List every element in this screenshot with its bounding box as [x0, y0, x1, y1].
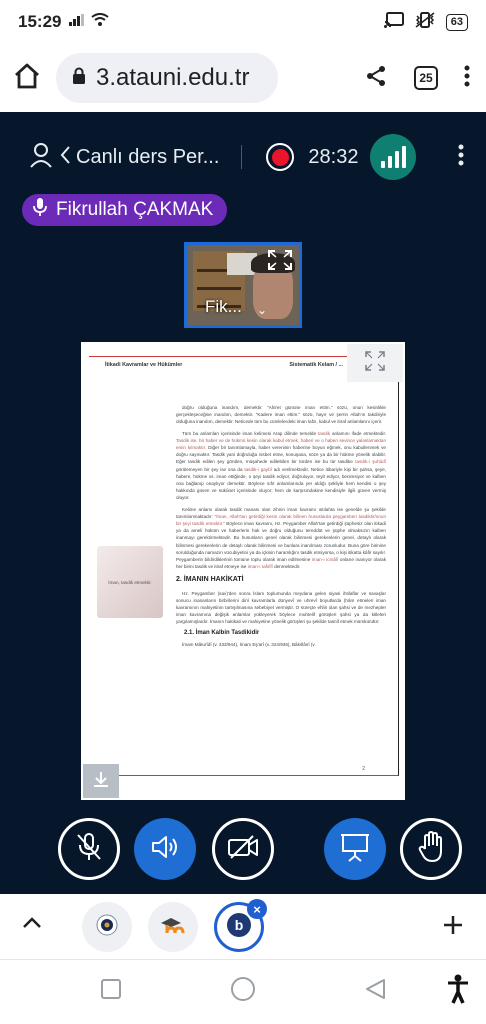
webcam-user-label: Fik... — [205, 297, 242, 316]
accessibility-icon[interactable] — [446, 974, 470, 1009]
audio-button[interactable] — [134, 818, 196, 880]
meeting-controls — [0, 812, 486, 886]
status-bar — [0, 0, 486, 44]
document-body — [176, 404, 386, 652]
chevron-left-icon[interactable] — [60, 146, 70, 169]
camera-button[interactable] — [212, 818, 274, 880]
active-tab-favicon[interactable] — [214, 902, 264, 952]
mute-button[interactable] — [58, 818, 120, 880]
address-bar[interactable] — [56, 53, 278, 103]
close-tab-icon[interactable]: × — [247, 899, 267, 919]
side-note-box: İman, tasdik etmektir. — [97, 546, 163, 618]
talking-indicator[interactable] — [22, 194, 227, 226]
tab-switcher-button[interactable]: 25 — [414, 66, 438, 90]
tab-favicon[interactable] — [148, 902, 198, 952]
presentation-button[interactable] — [324, 818, 386, 880]
meeting-area — [0, 112, 486, 894]
raise-hand-button[interactable] — [400, 818, 462, 880]
home-nav-icon[interactable] — [230, 976, 256, 1007]
moodle-icon — [159, 914, 187, 941]
meeting-header — [0, 132, 486, 182]
doc-paragraph: Tüm bu anlamları içerisinde iman kelimesi Arap dilinde temelde tasdik anlamını ifade etmektedir. Tasdik ise, bir haber ve de hükmü kesin olarak kabul etmek, haberi ve o haberi sevince yalanlamaktan emin kılmaktır. Diğer bir tanımlamayla, haber vereninin haberine boyun eğmek, onu kabullenmek ve doğru saymaktır. Tasdik yani doğruluğa nisbet etme, konuşana, söze ya da bir hükme yönelik olabilir. Eğer tasdik edilen şey görülen, müşahede edilebilen bir türden ise bu tür tasdike tasdik-i şuhûdî görülemeyen bir şey ise ona da tasdik-i gaybî adı verilmektedir. Netice itibariyle kişi bir şahsa, şeye, habere, hükme vs. iman ettiğinde, o şeyi tasdik ediyor, doğruluyor, teyit ediyor, benimsiyor ve kalben ona bağlanıp onaylıyor demektir. Böylece sıfıt anlamlarında yer aldığı şekliyle hem kendisi o şey hakkında güven ve sükûnet içerisinde oluyor; hem de karşısındakine kendisiyle ilgili güven vermiş oluyor. — [176, 430, 387, 501]
signal-bar-icon — [402, 146, 406, 168]
meeting-timer: 28:32 — [308, 145, 359, 168]
presentation-icon — [340, 832, 370, 867]
fullscreen-icon — [365, 351, 385, 376]
doc-heading: 2. İMANIN HAKİKATİ — [176, 576, 244, 584]
svg-text:b: b — [234, 916, 244, 933]
webcam-tile[interactable] — [184, 242, 302, 328]
doc-header-left: İtikadi Kavramlar ve Hükümler — [105, 362, 183, 368]
status-time: 15:29 — [18, 12, 62, 31]
speaker-icon — [150, 834, 180, 865]
signal-bar-icon — [381, 161, 385, 168]
system-navigation-bar — [0, 960, 486, 1024]
page-number: 2 — [362, 766, 365, 772]
doc-header-right: Sistematik Kelam / ... — [289, 362, 343, 368]
home-icon[interactable] — [12, 61, 42, 96]
tab-favicon[interactable] — [82, 902, 132, 952]
user-list-icon[interactable] — [30, 142, 60, 173]
camera-off-icon — [227, 834, 259, 865]
bigbluebutton-icon — [226, 912, 252, 943]
doc-paragraph: Kelime anlamı olarak tasdik manası olan zihnin iman kavramı ıstılahta ise genelde şu şekilde tanımlanmaktadır: "İman, Allah'tan getirdiği kesin olarak bilinen hususlarda peygamberi tasdiktir/onun bir şeyi tasdik etmektir." Böylece iman kavramı, Hz. Peygamber Allah'tan getirdiği şüphesiz olan itikadi ya da ameli hüküm ve haberlerin hak ve doğru olduğunu tereddüt ve şüphe olmaksızın kalben inanmayı gerektirmektedir. Bu hususların genel olarak bilinmesi gerekenlerin genel, detaylı olarak bilinmesi gerekenlerin de detaylı olarak bilinmesi ve bunlara inanılması zorunludur. Buna göre birinine sorulduğunda namazın vücubiyetini ya da içkinin haramlığını tasdik etmiyorsa, o kişi itikatta kâfir sayılır. Peygamberin bildirdiklerinin tümüne toplu olarak iman edilmesine iman-ı icmâlî onlarıe inanıyor olarak her birini tasdik ve itiraf etmeye ise iman-ı tafsîlî denmektedir. — [176, 506, 387, 570]
browser-toolbar — [0, 44, 486, 112]
battery-indicator: 63 — [446, 14, 468, 31]
presentation-fullscreen-button[interactable] — [347, 344, 403, 382]
url-text: 3.atauni.edu.tr — [96, 64, 250, 91]
hand-icon — [417, 831, 445, 868]
doc-paragraph: Hz. Peygamber (sav)'den sonra İslam toplumunda meydana gelen siyasi ihtilaflar ve savaşlar sonucu inananların birbirlerini dinî kavramlarla dünyevî ve uhrevî boyutlarda (hâm etmeleri iman kavramının mahiyetinin tartışılmasına sebebiyet vermiştir. O süreçte ehlin olan şahsi ve de mezhepler iman kavramına değişik anlamlar yükleyerek böylece muhtelif görüşleri şahsi ya da kitleleri yargılamışlardır. İmanın hakikati ve mahiyetine yönelik görüşleri şu şekilde tasnif etmek mümkündür: — [176, 590, 386, 625]
more-vert-icon[interactable] — [464, 65, 470, 92]
fullscreen-icon[interactable] — [267, 249, 293, 276]
download-icon — [92, 770, 110, 793]
microphone-off-icon — [74, 831, 104, 868]
share-icon[interactable] — [364, 64, 388, 93]
recents-icon[interactable] — [100, 978, 122, 1005]
connection-status-button[interactable] — [370, 134, 416, 180]
signal-bar-icon — [388, 156, 392, 168]
doc-paragraph: doğru olduğuna inandım, demektir. "Ahiret gününe iman ettim." sözü, onun kesinlikle gerçekleşeceğine inandım, demektir. "Kadere iman ettim." sözü, hayır ve şerrin Allah'ın takdiriyle olduğuna inandım, demektir. Neticede tüm bu cümlelerdeki iman lafzı, kabul ve itiraf anlamlarını içerir. — [176, 405, 386, 425]
meeting-options-icon[interactable] — [458, 144, 464, 171]
microphone-icon — [30, 196, 50, 224]
record-button[interactable] — [266, 143, 294, 171]
doc-paragraph: İmam Mâturîdî (v. 333/944), İmam Eş'arî (v. 324/936), Bâkıllânî (v. — [182, 641, 316, 647]
tab-strip — [0, 894, 486, 960]
chevron-down-icon[interactable]: ⌄ — [257, 303, 268, 317]
cast-icon — [384, 12, 404, 33]
signal-icon — [69, 13, 85, 31]
back-icon[interactable] — [364, 978, 386, 1005]
university-seal-icon — [96, 914, 118, 941]
chevron-up-icon[interactable] — [22, 916, 42, 934]
presentation-slide[interactable] — [81, 342, 405, 800]
record-dot-icon — [272, 149, 289, 166]
download-button[interactable] — [83, 764, 119, 798]
signal-bar-icon — [395, 151, 399, 168]
lock-icon — [72, 67, 86, 90]
vibrate-icon — [414, 12, 436, 33]
header-divider — [241, 145, 242, 169]
new-tab-icon[interactable] — [442, 914, 464, 941]
wifi-icon — [91, 13, 109, 32]
doc-subheading: 2.1. İman Kalbin Tasdikidir — [184, 629, 260, 636]
meeting-title[interactable]: Canlı ders Per... — [76, 145, 220, 168]
talking-user-name: Fikrullah ÇAKMAK — [56, 199, 214, 220]
